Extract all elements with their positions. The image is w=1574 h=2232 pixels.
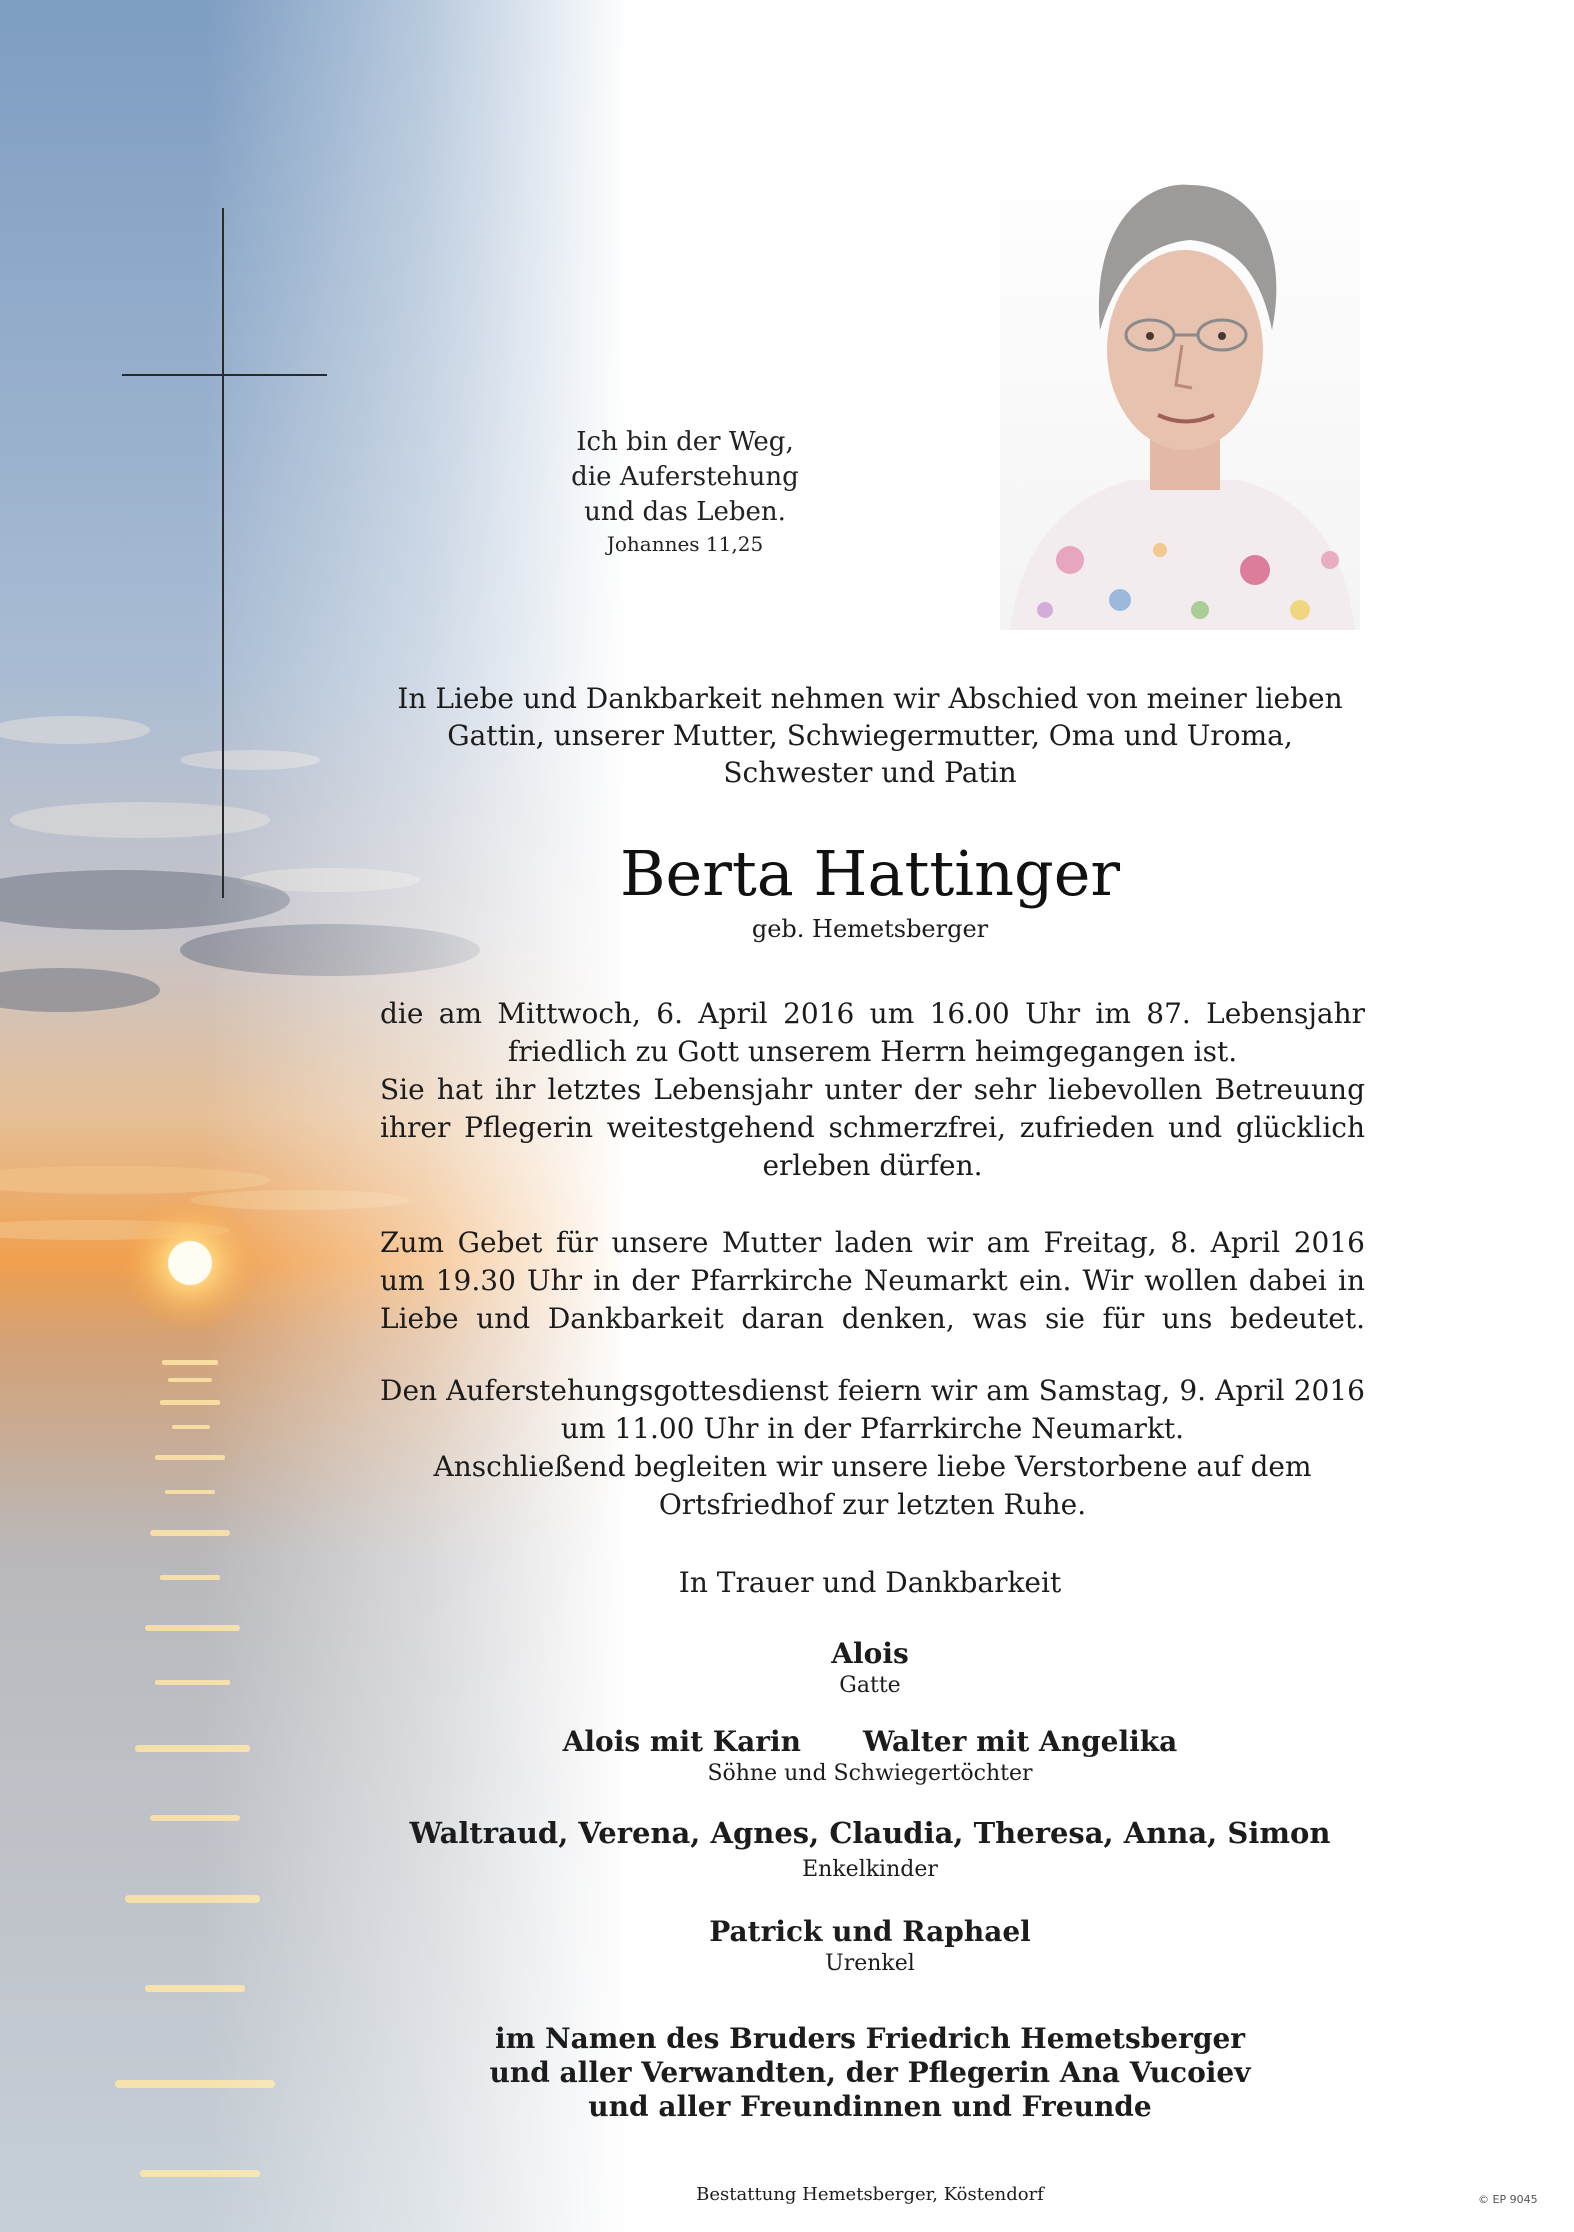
mourner-great-grandchildren: [370, 1914, 1370, 1978]
prayer-paragraph: [380, 1224, 1365, 1338]
farewell-intro: [370, 680, 1370, 791]
passing-line: ihrer Pflegerin weitestgehend schmerzfrei, zufrieden und glücklich: [380, 1111, 1365, 1144]
cross-horizontal-beam: [122, 374, 327, 376]
service-line: um 11.00 Uhr in der Pfarrkirche Neumarkt.: [560, 1412, 1185, 1445]
mourner-spouse: [370, 1636, 1370, 1700]
deceased-name: Berta Hattinger: [619, 837, 1121, 910]
prayer-line: Zum Gebet für unsere Mutter laden wir am Freitag, 8. April 2016: [380, 1226, 1365, 1259]
closing-line: im Namen des Bruders Friedrich Hemetsberger: [494, 2022, 1246, 2055]
verse-line: Ich bin der Weg,: [576, 427, 794, 457]
cross-vertical-beam: [222, 208, 224, 898]
service-paragraph: [380, 1372, 1365, 1524]
passing-line: Sie hat ihr letztes Lebensjahr unter der sehr liebevollen Betreuung: [380, 1073, 1365, 1106]
prayer-line: Liebe und Dankbarkeit daran denken, was sie für uns bedeutet.: [380, 1302, 1365, 1335]
maiden-name: geb. Hemetsberger: [751, 915, 989, 943]
service-line: Anschließend begleiten wir unsere liebe Verstorbene auf dem: [433, 1450, 1312, 1483]
closing-line: und aller Verwandten, der Pflegerin Ana Vucoiev: [489, 2056, 1251, 2089]
passing-line: friedlich zu Gott unserem Herrn heimgegangen ist.: [507, 1035, 1238, 1068]
sons-role: Söhne und Schwiegertöchter: [707, 1761, 1033, 1786]
service-line: Ortsfriedhof zur letzten Ruhe.: [658, 1488, 1087, 1521]
mourners-closing: [370, 2022, 1370, 2124]
service-line: Den Auferstehungsgottesdienst feiern wir am Samstag, 9. April 2016: [380, 1374, 1365, 1407]
great-grandchildren-role: Urenkel: [825, 1951, 915, 1976]
bible-verse: [540, 425, 830, 558]
great-grandchildren-names: Patrick und Raphael: [709, 1915, 1031, 1948]
undertaker-footer: Bestattung Hemetsberger, Köstendorf: [696, 2184, 1044, 2205]
verse-line: und das Leben.: [584, 497, 786, 527]
closing-line: und aller Freundinnen und Freunde: [588, 2090, 1152, 2123]
spouse-role: Gatte: [839, 1673, 901, 1698]
mourner-grandchildren: [370, 1814, 1370, 1884]
mourner-sons: [370, 1724, 1370, 1788]
intro-line: Gattin, unserer Mutter, Schwiegermutter, Oma und Uroma,: [447, 719, 1293, 752]
intro-line: In Liebe und Dankbarkeit nehmen wir Abschied von meiner lieben: [397, 682, 1343, 715]
son-name: Alois mit Karin: [562, 1725, 802, 1758]
verse-line: die Auferstehung: [571, 462, 799, 492]
prayer-line: um 19.30 Uhr in der Pfarrkirche Neumarkt ein. Wir wollen dabei in: [380, 1264, 1365, 1297]
son-name: Walter mit Angelika: [863, 1725, 1178, 1758]
passing-line: die am Mittwoch, 6. April 2016 um 16.00 Uhr im 87. Lebensjahr: [380, 997, 1365, 1030]
grandchildren-role: Enkelkinder: [802, 1857, 938, 1882]
spouse-name: Alois: [831, 1637, 909, 1670]
verse-source: Johannes 11,25: [606, 532, 764, 556]
template-code: © EP 9045: [1478, 2193, 1538, 2206]
intro-line: Schwester und Patin: [723, 756, 1017, 789]
grandchildren-names: Waltraud, Verena, Agnes, Claudia, Theresa, Anna, Simon: [409, 1816, 1331, 1850]
portrait-photo: [1000, 130, 1360, 630]
passing-line: erleben dürfen.: [762, 1149, 983, 1182]
passing-paragraph: [380, 995, 1365, 1185]
mourners-heading: In Trauer und Dankbarkeit: [678, 1566, 1062, 1599]
